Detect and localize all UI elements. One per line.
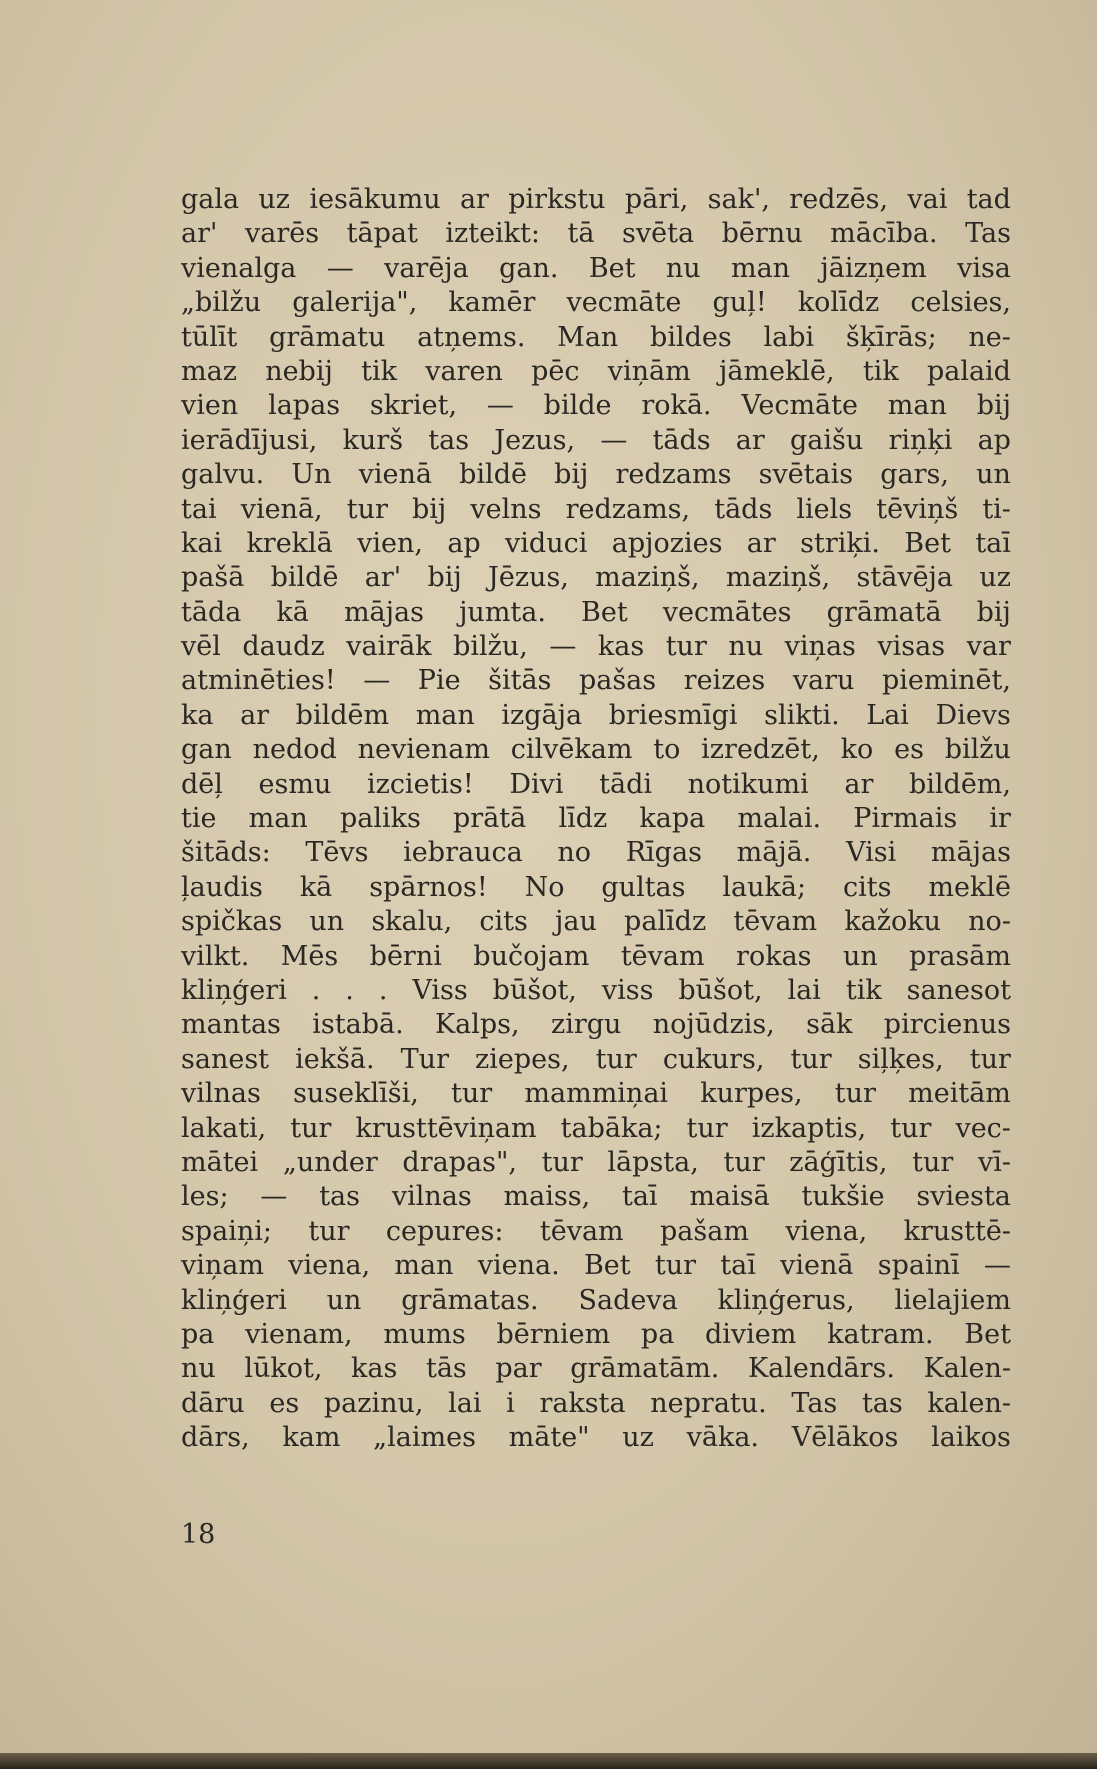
text-line: pa vienam, mums bērniem pa diviem katram. Bet [181,1318,1011,1350]
text-line: maz nebij tik varen pēc viņām jāmeklē, tik palaid [181,355,1011,387]
text-line: dārs, kam „laimes māte" uz vāka. Vēlākos laikos [181,1422,1011,1454]
text-line: šitāds: Tēvs iebrauca no Rīgas mājā. Visi mājas [181,837,1011,869]
text-line: mantas istabā. Kalps, zirgu nojūdzis, sāk pircienus [181,1009,1011,1041]
text-line: ierādījusi, kurš tas Jezus, — tāds ar gaišu riņķi ap [181,424,1011,456]
text-line: mātei „under drapas", tur lāpsta, tur zāģītis, tur vī- [181,1146,1011,1178]
text-line: vilkt. Mēs bērni bučojam tēvam rokas un prasām [181,940,1011,972]
text-line: tāda kā mājas jumta. Bet vecmātes grāmatā bij [181,596,1011,628]
text-line: ar' varēs tāpat izteikt: tā svēta bērnu mācība. Tas [181,218,1011,250]
text-line: dēļ esmu izcietis! Divi tādi notikumi ar bildēm, [181,768,1011,800]
body-text [181,183,1011,1455]
text-line: sanest iekšā. Tur ziepes, tur cukurs, tur siļķes, tur [181,1043,1011,1075]
text-line: gala uz iesākumu ar pirkstu pāri, sak', redzēs, vai tad [181,184,1011,215]
text-line: ļaudis kā spārnos! No gultas laukā; cits meklē [181,871,1011,903]
text-line: pašā bildē ar' bij Jēzus, maziņš, maziņš, stāvēja uz [181,562,1011,594]
text-line: spičkas un skalu, cits jau palīdz tēvam kažoku no- [181,906,1011,938]
text-line: atminēties! — Pie šitās pašas reizes varu pieminēt, [181,665,1011,697]
text-line: kliņģeri un grāmatas. Sadeva kliņģerus, lielajiem [181,1284,1011,1316]
text-line: kliņģeri . . . Viss būšot, viss būšot, lai tik sanesot [181,974,1011,1006]
text-line: „bilžu galerija", kamēr vecmāte guļ! kolīdz celsies, [181,287,1011,319]
text-line: vilnas suseklīši, tur mammiņai kurpes, tur meitām [181,1078,1011,1110]
text-line: tai vienā, tur bij velns redzams, tāds liels tēviņš ti- [181,493,1011,525]
text-line: tie man paliks prātā līdz kapa malai. Pirmais ir [181,803,1011,835]
text-line: lakati, tur krusttēviņam tabāka; tur izkaptis, tur vec- [181,1112,1011,1144]
text-line: spaiņi; tur cepures: tēvam pašam viena, krusttē- [181,1215,1011,1247]
text-line: galvu. Un vienā bildē bij redzams svētais gars, un [181,459,1011,491]
page-number: 18 [181,1519,216,1550]
text-line: vēl daudz vairāk bilžu, — kas tur nu viņas visas var [181,631,1011,663]
page-bottom-edge [0,1753,1097,1769]
text-line: gan nedod nevienam cilvēkam to izredzēt, ko es bilžu [181,734,1011,766]
text-line: les; — tas vilnas maiss, taī maisā tukšie sviesta [181,1181,1011,1213]
text-line: ka ar bildēm man izgāja briesmīgi slikti. Lai Dievs [181,699,1011,731]
text-line: dāru es pazinu, lai i raksta nepratu. Tas tas kalen- [181,1387,1011,1419]
text-line: vien lapas skriet, — bilde rokā. Vecmāte man bij [181,390,1011,422]
text-line: vienalga — varēja gan. Bet nu man jāizņem visa [181,252,1011,284]
text-line: kai kreklā vien, ap viduci apjozies ar striķi. Bet taī [181,527,1011,559]
text-line: nu lūkot, kas tās par grāmatām. Kalendārs. Kalen- [181,1353,1011,1385]
text-line: viņam viena, man viena. Bet tur taī vienā spainī — [181,1250,1011,1282]
text-line: tūlīt grāmatu atņems. Man bildes labi šķīrās; ne- [181,321,1011,353]
